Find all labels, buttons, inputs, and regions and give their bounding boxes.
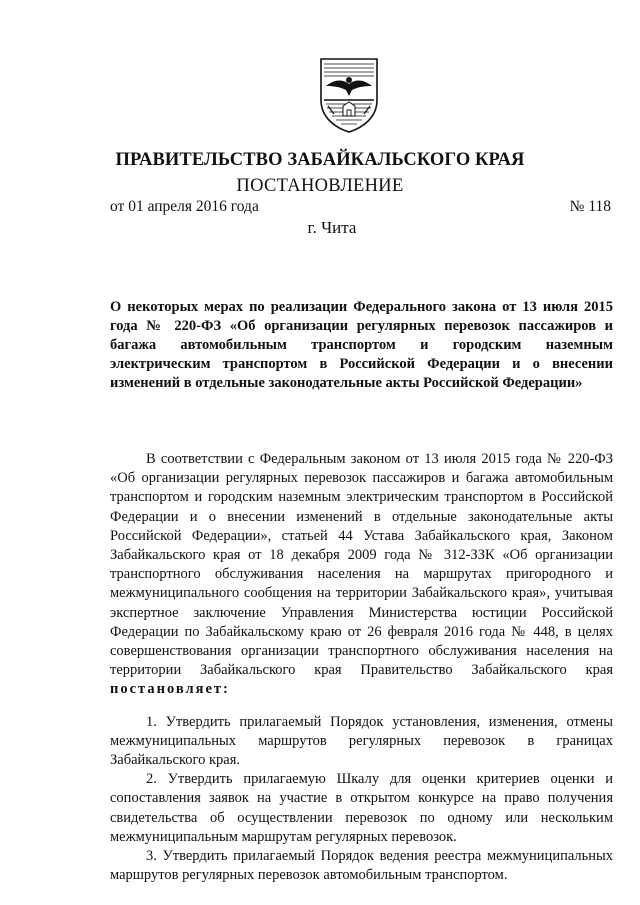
government-title: ПРАВИТЕЛЬСТВО ЗАБАЙКАЛЬСКОГО КРАЯ [115,150,525,170]
document-subject: О некоторых мерах по реализации Федерального закона от 13 июля 2015 года № 220-ФЗ «Об организации регулярных перевозок пассажиров и багажа автомобильным транспортом и городским наземным электрическим транспортом в Российской Федерации и о внесении изменений в отдельные законодательные акты Российской Федерации» [110,299,613,391]
document-body [110,450,613,885]
resolves-word: постановляет: [110,681,230,698]
coat-of-arms-icon [318,56,380,134]
document-number: № 118 [569,198,611,215]
preamble-paragraph [110,450,613,700]
list-item: 1. Утвердить прилагаемый Порядок установления, изменения, отмены межмуниципальных маршрутов регулярных перевозок в границах Забайкальского края. [110,713,613,769]
document-date: от 01 апреля 2016 года [110,198,259,215]
list-item: 2. Утвердить прилагаемую Шкалу для оценки критериев оценки и сопоставления заявок на участие в открытом конкурсе на право получения свидетельства об осуществлении перевозок по одному или нескольким межмуниципальным маршрутам регулярных перевозок. [110,771,613,845]
coat-of-arms-emblem [318,56,380,134]
preamble-text: В соответствии с Федеральным законом от 13 июля 2015 года № 220-ФЗ «Об организации регулярных перевозок пассажиров и багажа автомобильным транспортом и городским наземным электрическим транспортом в Российской Федерации и о внесении изменений в отдельные законодательные акты Российской Федерации», статьей 44 Устава Забайкальского края, Законом Забайкальского края от 18 декабря 2009 года № 312-ЗЗК «Об организации транспортного обслуживания населения на маршрутах пригородного и межмуниципального сообщения на территории Забайкальского края», учитывая экспертное заключение Управления Министерства юстиции Российской Федерации по Забайкальскому краю от 26 февраля 2016 года № 448, в целях совершенствования организации транспортного обслуживания населения на территории Забайкальского края Правительство Забайкальского края [110,451,613,679]
document-type: ПОСТАНОВЛЕНИЕ [236,176,404,196]
list-item: 3. Утвердить прилагаемый Порядок ведения реестра межмуниципальных маршрутов регулярных перевозок автомобильным транспортом. [110,848,613,884]
document-city: г. Чита [307,218,357,237]
